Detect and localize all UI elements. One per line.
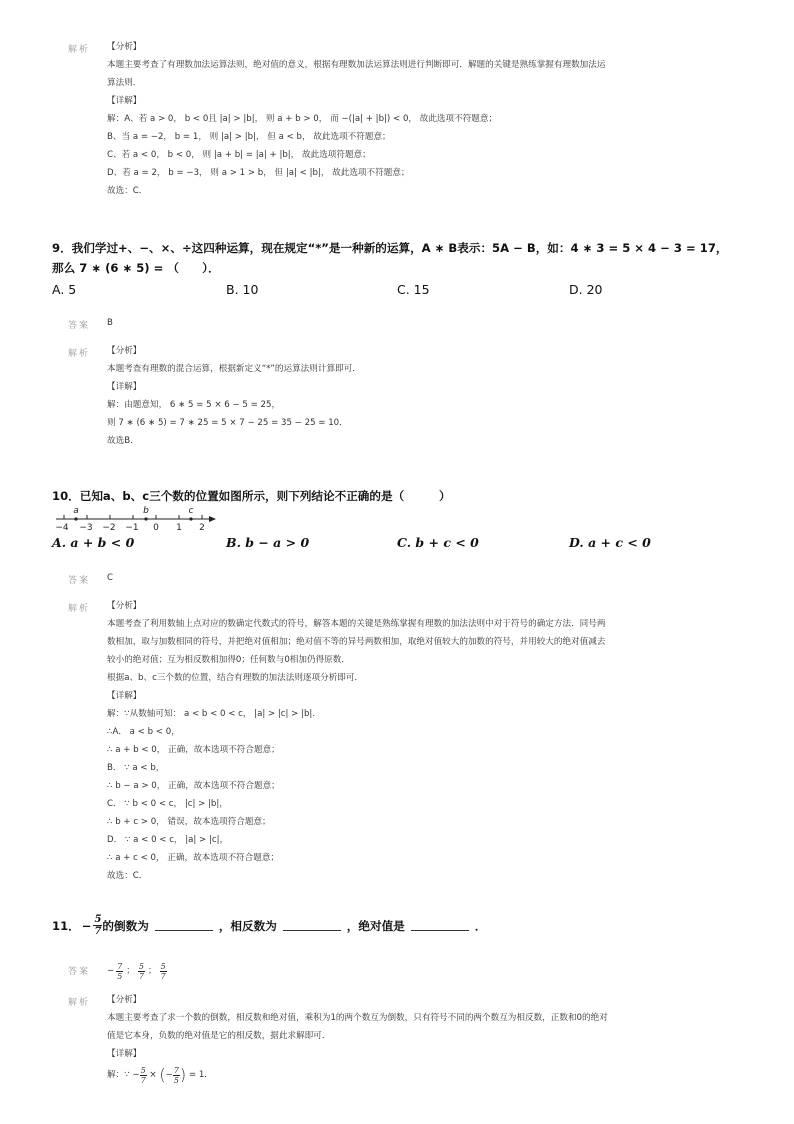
formula-times: × xyxy=(146,1070,160,1080)
analysis-line: 【详解】 xyxy=(107,96,142,106)
analysis-line: 故选：C． xyxy=(107,871,148,881)
option-a: A. 5 xyxy=(52,282,77,297)
analysis-line: 【详解】 xyxy=(107,382,142,392)
option-c: C. b + c < 0 xyxy=(397,535,479,550)
fraction-denominator: 7 xyxy=(140,1075,146,1085)
fraction xyxy=(93,914,102,937)
analysis-line: ∴ b − a > 0， 正确，故本选项不符合题意； xyxy=(107,781,280,791)
answer-fraction xyxy=(138,962,145,981)
analysis-line: 【分析】 xyxy=(107,601,142,611)
tick-label: 1 xyxy=(176,523,182,533)
answer-separator: ； xyxy=(148,966,157,976)
analysis-line: 本题主要考查了求一个数的倒数，相反数和绝对值，乘积为1的两个数互为倒数，只有符号不同的两个数互为相反数，正数和0的绝对 xyxy=(107,1013,608,1023)
answer-blank-1 xyxy=(155,920,213,931)
analysis-line: C． ∵ b < 0 < c， |c| > |b|， xyxy=(107,799,228,809)
answer-label: 答案 xyxy=(68,967,91,977)
fraction-denominator: 5 xyxy=(173,1075,179,1085)
analysis-line: C、若 a < 0， b < 0， 则 |a + b| = |a| + |b|， 故此选项符题意； xyxy=(107,150,371,160)
tick-label: −3 xyxy=(79,523,93,533)
formula-fraction xyxy=(140,1066,147,1085)
answer-value: C xyxy=(107,573,114,583)
answer-blank-2 xyxy=(283,920,341,931)
analysis-line: 解：由题意知， 6 ∗ 5 = 5 × 6 − 5 = 25， xyxy=(107,400,281,410)
point-label-c: c xyxy=(188,506,194,516)
answer-sign: − xyxy=(107,966,115,976)
fraction-denominator: 5 xyxy=(117,971,123,981)
question-10-text: 10．已知a、b、c三个数的位置如图所示，则下列结论不正确的是（ ） xyxy=(52,489,451,503)
analysis-line: 故选B． xyxy=(107,436,139,446)
analysis-line: 值是它本身，负数的绝对值是它的相反数，据此求解即可． xyxy=(107,1031,331,1041)
option-b: B. 10 xyxy=(226,282,259,297)
point-b xyxy=(144,517,147,520)
question-text-part1: 的倒数为 xyxy=(102,918,149,933)
option-b: B. b − a > 0 xyxy=(226,535,310,550)
question-text-end: ． xyxy=(474,918,487,933)
fraction-numerator: 5 xyxy=(140,1065,146,1075)
number-line-figure xyxy=(52,503,222,533)
fraction-denominator: 7 xyxy=(138,971,144,981)
question-11-text xyxy=(52,914,486,937)
analysis-line: 本题考查了利用数轴上点对应的数确定代数式的符号，解答本题的关键是熟练掌握有理数的加法法则中对于符号的确定方法．同号两 xyxy=(107,619,606,629)
analysis-line: 解：∵从数轴可知： a < b < 0 < c， |a| > |c| > |b|． xyxy=(107,709,321,719)
tick-label: 0 xyxy=(153,523,159,533)
analysis-line: 本题主要考查了有理数加法运算法则，绝对值的意义，根据有理数加法运算法则进行判断即可．解题的关键是熟练掌握有理数加法运 xyxy=(107,60,606,70)
question-text-part2: ，相反数为 xyxy=(218,918,277,933)
analysis-line: 【分析】 xyxy=(107,42,142,52)
analysis-line: 数相加，取与加数相同的符号，并把绝对值相加；绝对值不等的异号两数相加，取绝对值较大的加数的符号，并用较大的绝对值减去 xyxy=(107,637,606,647)
analysis-formula-line xyxy=(107,1062,213,1088)
answer-blank-3 xyxy=(411,920,469,931)
formula-eq: = 1． xyxy=(186,1070,213,1080)
analysis-line: 根据a、b、c三个数的位置，结合有理数的加法法则逐项分析即可． xyxy=(107,673,364,683)
right-paren: ) xyxy=(179,1065,187,1084)
analysis-line: ∴A． a < b < 0， xyxy=(107,727,180,737)
point-c xyxy=(189,517,192,520)
option-d: D. a + c < 0 xyxy=(569,535,651,550)
analysis-line: 故选：C． xyxy=(107,186,148,196)
analysis-line: 本题考查有理数的混合运算，根据新定义“*”的运算法则计算即可． xyxy=(107,364,361,374)
left-paren: ( xyxy=(159,1065,166,1084)
fraction-denominator: 7 xyxy=(94,926,102,937)
analysis-line: ∴ a + c < 0， 正确，故本选项不符合题意； xyxy=(107,853,280,863)
option-d: D. 20 xyxy=(569,282,603,297)
tick-label: 2 xyxy=(199,523,205,533)
analysis-line: ∴ a + b < 0， 正确，故本选项不符合题意； xyxy=(107,745,280,755)
answer-separator: ； xyxy=(126,966,135,976)
analysis-label: 解析 xyxy=(68,604,91,614)
answer-fraction xyxy=(116,962,123,981)
fraction-numerator: 5 xyxy=(160,961,166,971)
fraction-numerator: 5 xyxy=(94,914,102,925)
analysis-line: 【分析】 xyxy=(107,346,142,356)
point-label-a: a xyxy=(73,506,79,516)
fraction-numerator: 7 xyxy=(117,961,123,971)
question-9-text-line2: 那么 7 ∗ (6 ∗ 5) = （ ）． xyxy=(52,261,220,275)
tick-label: −1 xyxy=(125,523,139,533)
answer-sign: − xyxy=(165,1070,173,1080)
answer-value: B xyxy=(107,318,113,328)
analysis-line: 解：A、若 a > 0， b < 0且 |a| > |b|， 则 a + b > 0， 而 −(|a| + |b|) < 0， 故此选项不符题意； xyxy=(107,114,498,124)
point-label-b: b xyxy=(143,506,149,516)
question-number: 11． xyxy=(52,918,80,933)
formula-prefix: 解：∵ − xyxy=(107,1070,140,1080)
analysis-line: 【详解】 xyxy=(107,691,142,701)
analysis-label: 解析 xyxy=(68,45,91,55)
analysis-line: 较小的绝对值；互为相反数相加得0；任何数与0相加仍得原数． xyxy=(107,655,350,665)
analysis-line: ∴ b + c > 0， 错误，故本选项符合题意； xyxy=(107,817,271,827)
option-c: C. 15 xyxy=(397,282,430,297)
question-9-text: 9．我们学过+、−、×、÷这四种运算，现在规定“*”是一种新的运算，A ∗ B表示：5A − B，如：4 ∗ 3 = 5 × 4 − 3 = 17， xyxy=(52,241,728,255)
option-a: A. a + b < 0 xyxy=(52,535,135,550)
number-line-arrow xyxy=(209,516,216,522)
fraction-denominator: 7 xyxy=(160,971,166,981)
analysis-line: D． ∵ a < 0 < c， |a| > |c|， xyxy=(107,835,229,845)
analysis-line: 【详解】 xyxy=(107,1049,142,1059)
analysis-label: 解析 xyxy=(68,998,91,1008)
analysis-label: 解析 xyxy=(68,349,91,359)
fraction-numerator: 7 xyxy=(173,1065,179,1075)
minus-sign: − xyxy=(81,918,92,933)
analysis-line: B、当 a = −2， b = 1， 则 |a| > |b|， 但 a < b， 故此选项不符题意； xyxy=(107,132,391,142)
formula-fraction xyxy=(173,1066,180,1085)
point-a xyxy=(74,517,77,520)
analysis-line: 算法则． xyxy=(107,78,142,88)
analysis-line: B． ∵ a < b， xyxy=(107,763,165,773)
q11-answers xyxy=(107,958,167,984)
answer-fraction xyxy=(160,962,167,981)
fraction-numerator: 5 xyxy=(138,961,144,971)
answer-label: 答案 xyxy=(68,576,91,586)
answer-label: 答案 xyxy=(68,321,91,331)
analysis-line: D、若 a = 2， b = −3， 则 a > 1 > b， 但 |a| < |b|， 故此选项不符题意； xyxy=(107,168,410,178)
question-text-part3: ，绝对值是 xyxy=(346,918,405,933)
analysis-line: 【分析】 xyxy=(107,995,142,1005)
tick-label: −4 xyxy=(55,523,69,533)
tick-label: −2 xyxy=(102,523,116,533)
analysis-line: 则 7 ∗ (6 ∗ 5) = 7 ∗ 25 = 5 × 7 − 25 = 35 − 25 = 10． xyxy=(107,418,348,428)
